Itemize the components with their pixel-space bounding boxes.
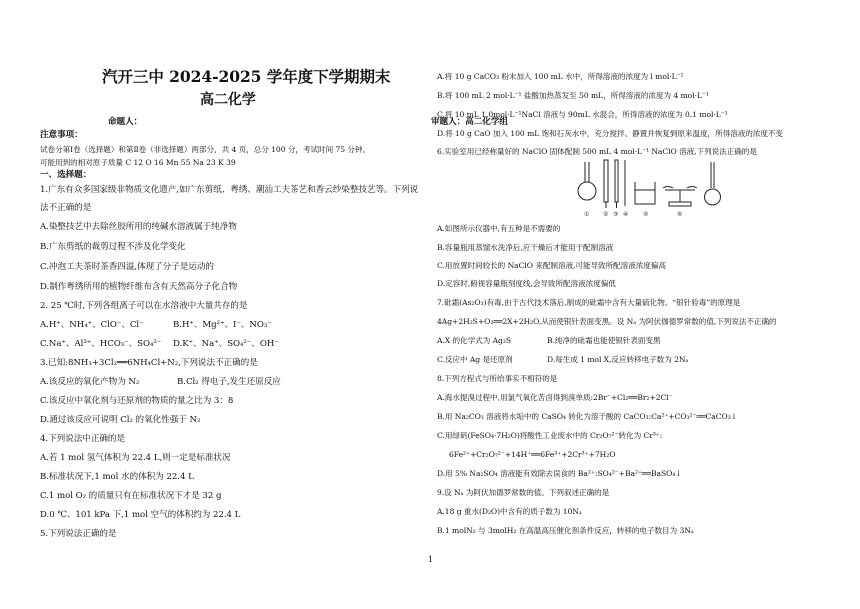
reviewer-value: 高二化学组 xyxy=(465,117,508,127)
q9-option-a: A.18 g 重水(D₂O)中含有的质子数为 10Nₐ xyxy=(437,507,582,516)
q4-option-b: B.标准状况下,1 mol 水的体积为 22.4 L xyxy=(40,472,194,482)
round-flask-icon xyxy=(578,162,596,200)
balance-icon xyxy=(663,187,697,207)
page-number: 1 xyxy=(428,555,434,564)
question-2: 2. 25 ℃时,下列各组离子可以在水溶液中大量共存的是 xyxy=(40,301,248,311)
lab-apparatus-figure xyxy=(577,158,727,218)
q4-option-c: C.1 mol O₂ 的质量只有在标准状况下才是 32 g xyxy=(40,491,222,501)
q6-option-c: C.用放置时间较长的 NaClO 来配制溶液,可能导致所配溶液浓度偏高 xyxy=(437,261,666,270)
label-5: ⑤ xyxy=(643,211,649,218)
burette-icon xyxy=(604,160,608,208)
q5-option-a: A.将 10 g CaCO₃ 粉末加入 100 mL 水中，所得溶液的浓度为 l mol·L⁻¹ xyxy=(437,72,684,81)
question-1-cont: 法不正确的是 xyxy=(40,203,92,213)
notes-line-1: 试卷分第Ⅰ卷（选择题）和第Ⅱ卷（非选择题）两部分，共 4 页，总分 100 分，考试时间 75 分钟。 xyxy=(40,145,371,154)
q4-option-d: D.0 ℃、101 kPa 下,1 mol 空气的体积约为 22.4 L xyxy=(40,510,241,520)
q1-option-c: C.冲泡工夫茶时茶香四溢,体现了分子是运动的 xyxy=(40,262,214,272)
notes-line-2: 可能用到的相对原子质量 C 12 O 16 Mn 55 Na 23 K 39 xyxy=(40,158,236,167)
q2-option-b: B.H⁺、Mg²⁺、I⁻、NO₃⁻ xyxy=(173,320,272,330)
question-9: 9.设 Nₐ 为阿伏加德罗常数的值。下列叙述正确的是 xyxy=(437,488,610,497)
question-7: 7.砒霜(As₂O₃)有毒,由于古代技术落后,制成的砒霜中含有大量硫化物。“银针验毒”的原理是 xyxy=(437,298,741,307)
q3-option-d: D.通过该反应可说明 Cl₂ 的氧化性强于 N₂ xyxy=(40,415,201,425)
q8-option-d: D.用 5% Na₂SO₄ 溶液能有效除去误食的 Ba²⁺:SO₄²⁻+Ba²⁺══BaSO₄↓ xyxy=(437,469,682,478)
q5-option-b: B.将 100 mL 2 mol·L⁻¹ 盐酸加热蒸发至 50 mL，所得溶液的浓度为 4 mol·L⁻¹ xyxy=(437,91,709,100)
q2-option-c: C.Na⁺、Al³⁺、HCO₃⁻、SO₄²⁻ xyxy=(40,339,162,349)
q5-option-d: D.将 10 g CaO 加入 100 mL 饱和石灰水中，充分搅拌、静置并恢复到原来温度，所得溶液的浓度不变 xyxy=(437,129,783,138)
q6-option-b: B.容量瓶用蒸馏水洗净后,应干燥后才能用于配制溶液 xyxy=(437,243,614,252)
beaker-icon xyxy=(635,182,655,204)
volumetric-flask-icon xyxy=(705,162,721,205)
question-8: 8.下列方程式与所给事实不相符的是 xyxy=(437,374,558,383)
q1-option-a: A.染整技艺中去除丝胶所用的纯碱水溶液属于纯净物 xyxy=(40,222,237,232)
q4-option-a: A.若 1 mol 氢气体积为 22.4 L,则一定是标准状况 xyxy=(40,453,231,463)
label-4: ④ xyxy=(623,211,629,218)
q9-option-b: B.1 molN₂ 与 3molH₂ 在高温高压催化剂条件反应，转移的电子数目为 3Nₐ xyxy=(437,526,694,535)
q7-option-d: D.每生成 1 mol X,反应转移电子数为 2Nₐ xyxy=(547,355,689,364)
label-3: ③ xyxy=(613,211,619,218)
q3-option-a: A.该反应的氧化产物为 N₂ xyxy=(40,377,140,387)
q7-option-c: C.反应中 Ag 是还原剂 xyxy=(437,355,513,364)
q6-option-d: D.定容时,俯视容量瓶刻度线,会导致所配溶液浓度偏低 xyxy=(437,279,616,288)
notes-heading: 注意事项： xyxy=(40,130,83,140)
q8-option-c: C.用绿矾(FeSO₄·7H₂O)将酸性工业废水中的 Cr₂O₇²⁻转化为 Cr³⁺: xyxy=(437,431,663,440)
section-heading: 一、选择题： xyxy=(40,170,92,180)
q2-option-a: A.H⁺、NH₄⁺、ClO⁻、Cl⁻ xyxy=(40,320,144,330)
reviewer-label-text: 审题人： xyxy=(431,117,466,127)
label-1: ① xyxy=(584,211,590,218)
q2-option-d: D.K⁺、Na⁺、SO₄²⁻、OH⁻ xyxy=(173,339,279,349)
question-5: 5.下列说法正确的是 xyxy=(40,529,117,539)
question-3: 3.已知:8NH₃+3Cl₂══6NH₄Cl+N₂,下列说法不正确的是 xyxy=(40,358,258,368)
q1-option-b: B.广东剪纸的裁剪过程不涉及化学变化 xyxy=(40,242,186,252)
question-4: 4.下列说法中正确的是 xyxy=(40,434,125,444)
exam-title: 汽开三中 2024-2025 学年度下学期期末 xyxy=(102,67,391,86)
label-2: ② xyxy=(603,211,609,218)
q5-option-c: C.将 10 mL 1.0mol·L⁻¹NaCl 溶液与 90mL 水混合，所得溶液的浓度为 0.1 mol·L⁻¹ xyxy=(437,110,728,119)
pipette-icon xyxy=(615,160,618,208)
q7-option-a: A.X 的化学式为 Ag₂S xyxy=(437,336,511,345)
question-6: 6.实验室用已经称量好的 NaClO 固体配制 500 mL 4 mol·L⁻¹ NaClO 溶液,下列说法正确的是 xyxy=(437,147,757,156)
q3-option-c: C.该反应中氧化剂与还原剂的物质的量之比为 3：8 xyxy=(40,396,234,406)
q1-option-d: D.制作粤绣所用的植物纤维布含有天然高分子化合物 xyxy=(40,282,238,292)
question-7-cont: 4Ag+2H₂S+O₂══2X+2H₂O,从而使银针表面变黑。设 Nₐ 为阿伏伽德罗常数的值,下列说法不正确的 xyxy=(437,317,777,326)
q8-option-a: A.海水提溴过程中,用氯气氧化苦卤得到溴单质:2Br⁻+Cl₂══Br₂+2Cl⁻ xyxy=(437,393,673,402)
q3-option-b: B.Cl₂ 得电子,发生还原反应 xyxy=(177,377,281,387)
q6-option-a: A.如图所示仪器中,有五种是不需要的 xyxy=(437,224,561,233)
proposer-label: 命题人： xyxy=(108,117,143,127)
label-6: ⑥ xyxy=(677,211,683,218)
q8-option-b: B.用 Na₂CO₃ 溶液将水垢中的 CaSO₄ 转化为溶于酸的 CaCO₃:Ca²⁺+CO₃²⁻══CaCO₃↓ xyxy=(437,412,738,421)
q7-option-b: B.纯净的砒霜也能使银针表面变黑 xyxy=(547,336,661,345)
q8-option-c-equation: 6Fe²⁺+Cr₂O₇²⁻+14H⁺══6Fe³⁺+2Cr³⁺+7H₂O xyxy=(449,450,616,459)
question-1: 1.广东有众多国家级非物质文化遗产,如广东剪纸、粤绣、潮汕工夫茶艺和香云纱染整技艺等。下列说 xyxy=(40,185,419,195)
exam-subtitle: 高二化学 xyxy=(200,92,256,108)
